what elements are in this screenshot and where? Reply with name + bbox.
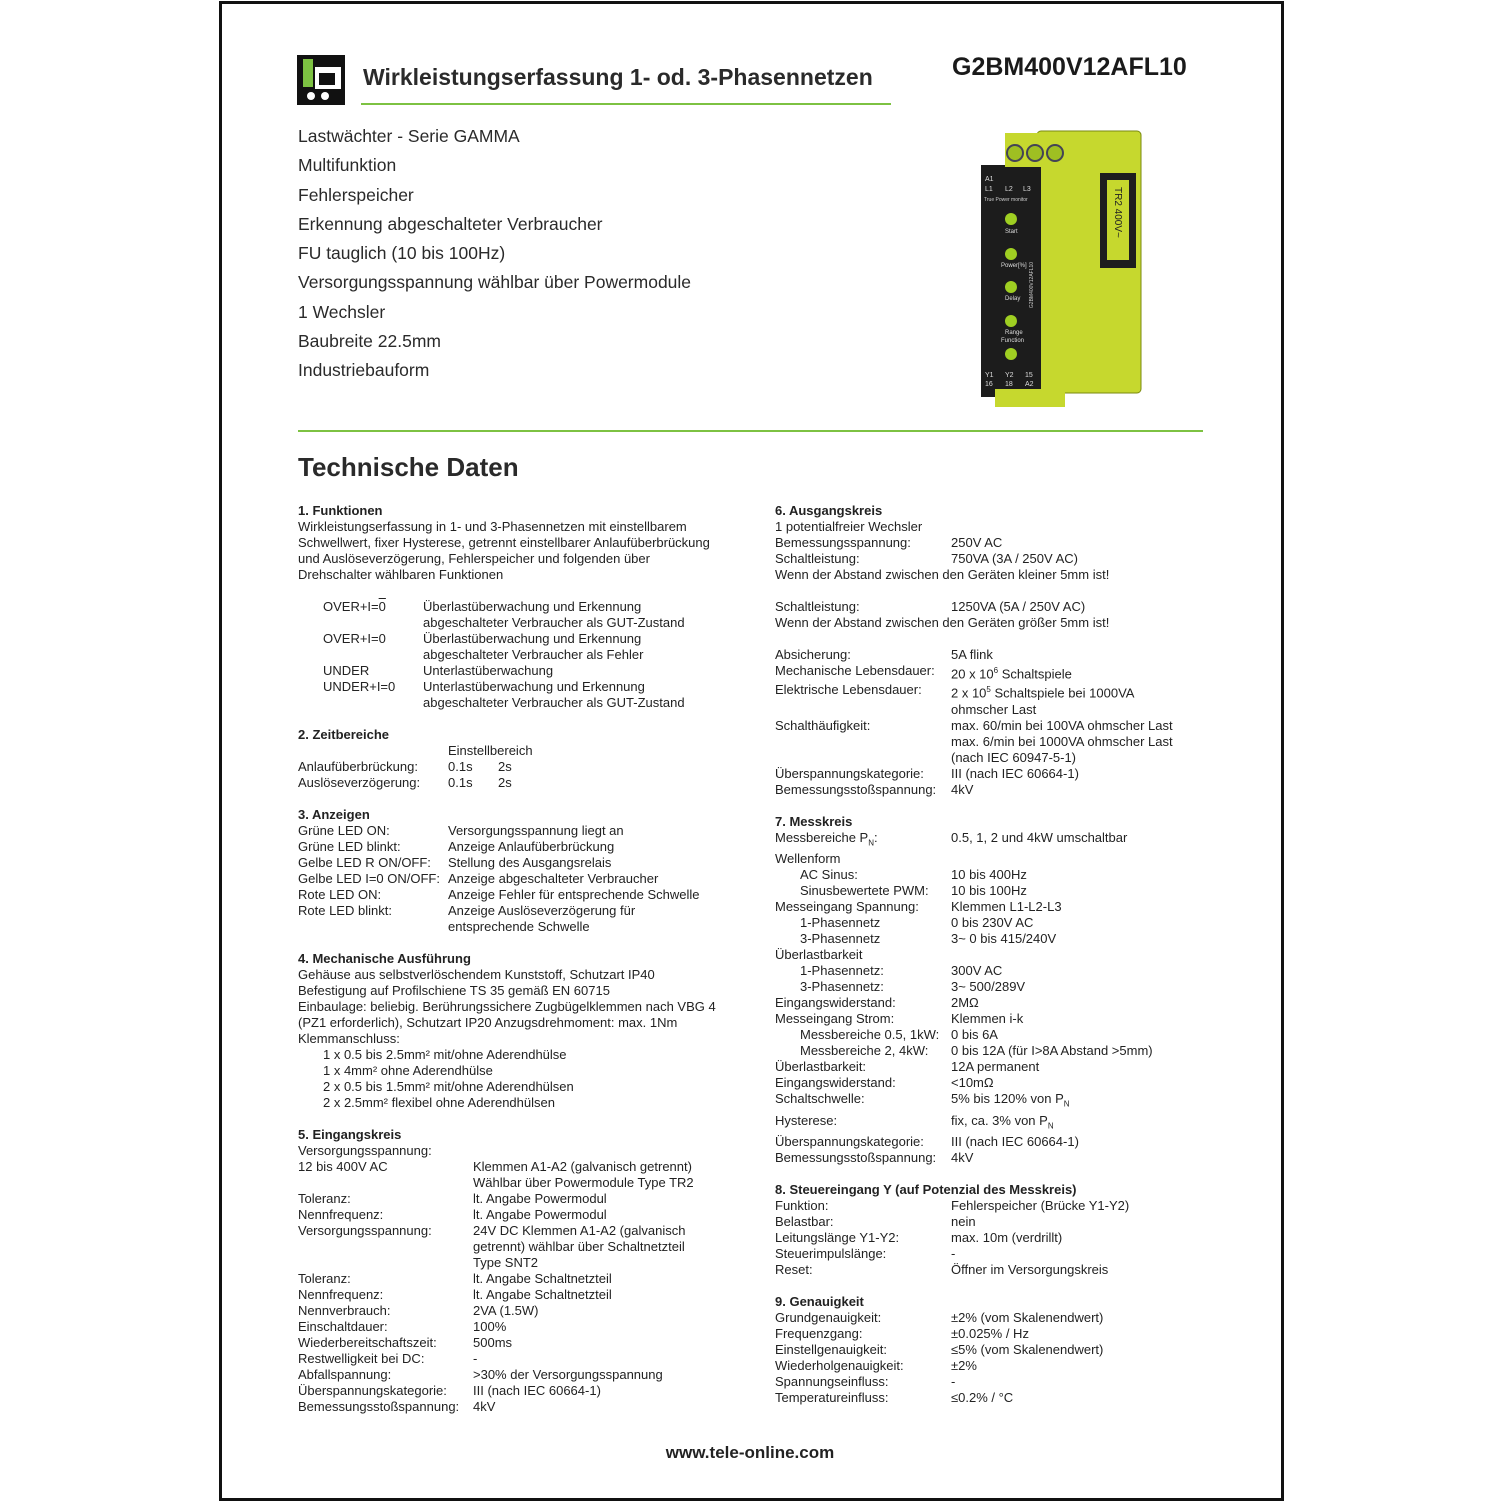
- measure-row: [775, 830, 1215, 852]
- measure-key: Überspannungskategorie:: [775, 1134, 924, 1150]
- input-key: Einschaltdauer:: [298, 1319, 388, 1334]
- section-accuracy: [775, 1294, 1215, 1406]
- indicator-value: Anzeige Fehler für entsprechende Schwelle: [448, 887, 700, 902]
- measure-row: [775, 1027, 1215, 1043]
- measure-row: [775, 979, 1215, 995]
- section-heading: 7. Messkreis: [775, 813, 853, 829]
- waveform-label: Wellenform: [775, 851, 841, 867]
- section-heading: 6. Ausgangskreis: [775, 503, 883, 518]
- device-side-label: G2BM400V12AFL10: [1029, 261, 1035, 309]
- indicator-value: Stellung des Ausgangsrelais: [448, 855, 612, 870]
- section-control-input: [775, 1182, 1215, 1278]
- output-value: 250V AC: [951, 535, 1003, 550]
- measure-value: 0 bis 6A: [951, 1027, 998, 1043]
- terminal-spec: 2 x 0.5 bis 1.5mm² mit/ohne Aderendhülsen: [323, 1079, 574, 1094]
- indicator-value: Versorgungsspannung liegt an: [448, 823, 624, 838]
- dial-label: Power[%]: [1001, 263, 1027, 269]
- measure-key: Hysterese:: [775, 1112, 838, 1128]
- function-desc: Überlastüberwachung und Erkennung abgeschalteter Verbraucher als GUT-Zustand: [423, 599, 685, 630]
- input-row: [298, 1399, 738, 1415]
- measure-value: 12A permanent: [951, 1059, 1040, 1075]
- feature-item: Lastwächter - Serie GAMMA: [298, 126, 520, 146]
- time-max: 2s: [498, 759, 512, 774]
- function-code: OVER+I=0: [323, 599, 386, 614]
- time-max: 2s: [498, 775, 512, 790]
- indicator-row: [298, 871, 738, 887]
- time-min: 0.1s: [448, 775, 473, 790]
- feature-item: Multifunktion: [298, 155, 397, 176]
- measure-value: Klemmen L1-L2-L3: [951, 899, 1062, 915]
- terminal-spec: 1 x 4mm² ohne Aderendhülse: [323, 1063, 493, 1078]
- accuracy-key: Wiederholgenauigkeit:: [775, 1358, 904, 1374]
- indicator-key: Rote LED ON:: [298, 887, 382, 902]
- indicator-key: Gelbe LED I=0 ON/OFF:: [298, 871, 440, 886]
- output-key: Mechanische Lebensdauer:: [775, 663, 935, 678]
- terminal-spec: 2 x 2.5mm² flexibel ohne Aderendhülsen: [323, 1095, 555, 1110]
- terminal-label: 15: [1025, 372, 1033, 379]
- output-intro: 1 potentialfreier Wechsler: [775, 519, 923, 534]
- terminal-label: Y1: [985, 372, 994, 379]
- measure-key: Überlastbarkeit:: [775, 1059, 867, 1075]
- measure-key: Eingangswiderstand:: [775, 995, 896, 1011]
- input-value: lt. Angabe Powermodul: [473, 1191, 607, 1206]
- measure-row: [775, 915, 1215, 931]
- control-row: [775, 1246, 1215, 1262]
- accuracy-value: ≤5% (vom Skalenendwert): [951, 1342, 1104, 1358]
- control-row: [775, 1262, 1215, 1278]
- measure-value: 0 bis 12A (für I>8A Abstand >5mm): [951, 1043, 1153, 1059]
- time-key: Auslöseverzögerung:: [298, 775, 421, 790]
- measure-value: 2MΩ: [951, 995, 979, 1011]
- input-row: [298, 1287, 738, 1303]
- feature-item: 1 Wechsler: [298, 301, 386, 322]
- device-caption: True Power monitor: [984, 197, 1028, 203]
- terminal-label: A2: [1025, 381, 1034, 388]
- mech-line: Befestigung auf Profilschiene TS 35 gemäß EN 60715: [298, 983, 610, 998]
- control-key: Reset:: [775, 1262, 813, 1278]
- input-value: 24V DC Klemmen A1-A2 (galvanisch getrennt) wählbar über Schaltnetzteil Type SNT2: [473, 1223, 686, 1270]
- value-text: fix, ca. 3% von P: [951, 1112, 1048, 1128]
- section-divider: [298, 430, 1203, 432]
- accuracy-key: Temperatureinfluss:: [775, 1390, 889, 1406]
- measure-row: [775, 1150, 1215, 1166]
- input-key: Restwelligkeit bei DC:: [298, 1351, 425, 1366]
- function-code: UNDER: [323, 663, 370, 678]
- control-key: Belastbar:: [775, 1214, 834, 1230]
- measure-key: 3-Phasennetz: [800, 931, 881, 947]
- measure-key: Messeingang Spannung:: [775, 899, 919, 915]
- time-min: 0.1s: [448, 759, 473, 774]
- measure-row: [775, 1091, 1215, 1113]
- mech-line: Einbaulage: beliebig. Berührungssichere Zugbügelklemmen nach VBG 4 (PZ1 erforderlich), Schutzart IP20 Anzugsdrehmoment: max. 1Nm: [298, 999, 716, 1030]
- feature-item: Erkennung abgeschalteter Verbraucher: [298, 213, 603, 234]
- control-value: Öffner im Versorgungskreis: [951, 1262, 1109, 1278]
- output-row: [775, 682, 1215, 717]
- measure-value: 10 bis 400Hz: [951, 867, 1027, 883]
- functions-text: Wirkleistungserfassung in 1- und 3-Phasennetzen mit einstellbarem Schwellwert, fixer Hysterese, getrennt einstellbarer Anlaufüberbrückung und Auslöseverzögerung, Fehlerspeicher und folgenden über Drehschalter wählbaren Funktionen: [298, 519, 710, 582]
- accuracy-key: Spannungseinfluss:: [775, 1374, 889, 1390]
- terminal-spec: 1 x 0.5 bis 2.5mm² mit/ohne Aderendhülse: [323, 1047, 567, 1062]
- section-input-circuit: [298, 1127, 738, 1415]
- accuracy-row: [775, 1326, 1215, 1342]
- indicator-value: Anzeige abgeschalteter Verbraucher: [448, 871, 659, 886]
- section-functions: [298, 503, 738, 711]
- indicator-key: Rote LED blinkt:: [298, 903, 392, 918]
- output-key: Absicherung:: [775, 647, 851, 662]
- input-key: 12 bis 400V AC: [298, 1159, 388, 1174]
- section-heading: 9. Genauigkeit: [775, 1294, 864, 1310]
- measure-value: 300V AC: [951, 963, 1003, 979]
- terminal-label: 16: [985, 381, 993, 388]
- superscript: 6: [993, 666, 999, 675]
- measure-key: Messeingang Strom:: [775, 1011, 895, 1027]
- input-row: [298, 1351, 738, 1367]
- output-row: [775, 782, 1215, 798]
- input-key: Nennverbrauch:: [298, 1303, 391, 1318]
- value-text: Schaltspiele: [998, 666, 1072, 682]
- input-value: lt. Angabe Powermodul: [473, 1207, 607, 1222]
- measure-row: [775, 1043, 1215, 1059]
- input-value: 500ms: [473, 1335, 513, 1350]
- product-image: [975, 125, 1145, 410]
- output-value: [951, 682, 1161, 717]
- measure-row: [775, 1134, 1215, 1150]
- accuracy-value: ±2%: [951, 1358, 977, 1374]
- value-text: 2 x 10: [951, 685, 987, 701]
- function-row: [298, 631, 738, 663]
- input-key: Überspannungskategorie:: [298, 1383, 447, 1398]
- measure-key: Schaltschwelle:: [775, 1091, 865, 1107]
- indicator-key: Grüne LED blinkt:: [298, 839, 401, 854]
- measure-row: [775, 899, 1215, 915]
- terminal-label: Y2: [1005, 372, 1014, 379]
- measure-row: [775, 867, 1215, 883]
- output-value: 1250VA (5A / 250V AC): [951, 599, 1086, 614]
- module-label: TR2 400V~: [1112, 187, 1123, 238]
- input-key: Toleranz:: [298, 1191, 351, 1206]
- output-note: Wenn der Abstand zwischen den Geräten größer 5mm ist!: [775, 615, 1110, 630]
- accuracy-row: [775, 1342, 1215, 1358]
- measure-key: 1-Phasennetz: [800, 915, 881, 931]
- terminal-label: L2: [1005, 186, 1013, 193]
- section-heading: 2. Zeitbereiche: [298, 727, 390, 742]
- input-value: >30% der Versorgungsspannung: [473, 1367, 663, 1382]
- value-text: 5% bis 120% von P: [951, 1091, 1064, 1107]
- title-underline: [361, 103, 891, 105]
- output-row: [775, 535, 1215, 551]
- measure-key: Bemessungsstoßspannung:: [775, 1150, 937, 1166]
- terminal-label: L3: [1023, 186, 1031, 193]
- left-column: [298, 503, 738, 1431]
- section-indicators: [298, 807, 738, 935]
- output-value: III (nach IEC 60664-1): [951, 765, 1079, 781]
- input-value: -: [473, 1351, 478, 1366]
- measure-value: [951, 1091, 1070, 1113]
- input-value: 4kV: [473, 1399, 496, 1414]
- output-value: 4kV: [951, 781, 974, 797]
- input-value: III (nach IEC 60664-1): [473, 1383, 601, 1398]
- measure-row: [775, 1075, 1215, 1091]
- output-row: [775, 647, 1215, 663]
- input-row: [298, 1335, 738, 1351]
- measure-value: 4kV: [951, 1150, 974, 1166]
- input-row: [298, 1223, 738, 1271]
- time-key: Anlaufüberbrückung:: [298, 759, 418, 774]
- output-value: 5A flink: [951, 647, 993, 662]
- function-row: [298, 599, 738, 631]
- measure-key: Messbereiche 2, 4kW:: [800, 1043, 929, 1059]
- output-key: Schaltleistung:: [775, 599, 860, 614]
- dial-label: Function: [1001, 338, 1025, 344]
- control-key: Funktion:: [775, 1198, 829, 1214]
- section-heading: 8. Steuereingang Y (auf Potenzial des Messkreis): [775, 1182, 1077, 1198]
- output-key: Bemessungsstoßspannung:: [775, 781, 937, 797]
- measure-value: 3~ 0 bis 415/240V: [951, 931, 1057, 947]
- section-mechanical: [298, 951, 738, 1111]
- output-row: [775, 663, 1215, 682]
- indicator-value: Anzeige Anlaufüberbrückung: [448, 839, 615, 854]
- input-key: Versorgungsspannung:: [298, 1223, 432, 1238]
- subscript: N: [868, 838, 874, 848]
- measure-value: III (nach IEC 60664-1): [951, 1134, 1079, 1150]
- accuracy-row: [775, 1310, 1215, 1326]
- indicator-row: [298, 839, 738, 855]
- accuracy-value: ±0.025% / Hz: [951, 1326, 1029, 1342]
- value-text: 20 x 10: [951, 666, 994, 682]
- terminal-label: A1: [985, 176, 994, 183]
- input-key: Wiederbereitschaftszeit:: [298, 1335, 437, 1350]
- terminal-label: 18: [1005, 381, 1013, 388]
- measure-value: 0.5, 1, 2 und 4kW umschaltbar: [951, 829, 1128, 845]
- indicator-row: [298, 887, 738, 903]
- spacer: [298, 743, 448, 759]
- output-key: Schalthäufigkeit:: [775, 717, 871, 733]
- output-note: Wenn der Abstand zwischen den Geräten kleiner 5mm ist!: [775, 567, 1110, 582]
- dial-label: Delay: [1005, 296, 1021, 302]
- accuracy-row: [775, 1374, 1215, 1390]
- accuracy-value: ≤0.2% / °C: [951, 1390, 1014, 1406]
- input-row: [298, 1303, 738, 1319]
- accuracy-key: Grundgenauigkeit:: [775, 1310, 882, 1326]
- control-row: [775, 1198, 1215, 1214]
- measure-key: [775, 830, 951, 852]
- control-key: Leitungslänge Y1-Y2:: [775, 1230, 900, 1246]
- measure-row: [775, 963, 1215, 979]
- accuracy-row: [775, 1390, 1215, 1406]
- output-row: [775, 551, 1215, 567]
- section-output-circuit: [775, 503, 1215, 798]
- input-value: 100%: [473, 1319, 507, 1334]
- accuracy-key: Frequenzgang:: [775, 1326, 863, 1342]
- footer-website-link[interactable]: www.tele-online.com: [665, 1443, 835, 1462]
- measure-key: 1-Phasennetz:: [800, 963, 884, 979]
- measure-value: 10 bis 100Hz: [951, 883, 1027, 899]
- time-header-row: [298, 743, 738, 759]
- model-number: G2BM400V12AFL10: [952, 53, 1187, 81]
- output-key: Elektrische Lebensdauer:: [775, 682, 922, 698]
- dial-label: Start: [1005, 229, 1018, 235]
- subscript: N: [1063, 1099, 1070, 1109]
- measure-row: [775, 1011, 1215, 1027]
- function-desc: Unterlastüberwachung: [423, 663, 554, 678]
- output-key: Schaltleistung:: [775, 551, 860, 566]
- superscript: 5: [986, 685, 991, 695]
- mech-line: Klemmanschluss:: [298, 1031, 400, 1046]
- accuracy-value: ±2% (vom Skalenendwert): [951, 1310, 1104, 1326]
- output-row: [775, 599, 1215, 615]
- input-key: Bemessungsstoßspannung:: [298, 1399, 460, 1414]
- indicator-key: Gelbe LED R ON/OFF:: [298, 855, 431, 870]
- indicator-row: [298, 855, 738, 871]
- terminal-label: L1: [985, 186, 993, 193]
- measure-key: 3-Phasennetz:: [800, 979, 884, 995]
- time-row: [298, 759, 738, 775]
- function-desc: Unterlastüberwachung und Erkennung abgeschalteter Verbraucher als GUT-Zustand: [423, 679, 685, 710]
- control-value: nein: [951, 1214, 976, 1230]
- measure-value: [951, 1113, 1054, 1135]
- measure-key: AC Sinus:: [800, 867, 858, 883]
- input-key: Toleranz:: [298, 1271, 351, 1286]
- function-code: OVER+I=0: [323, 631, 386, 646]
- input-value: Klemmen A1-A2 (galvanisch getrennt) Wählbar über Powermodule Type TR2: [473, 1159, 694, 1190]
- overload-label: Überlastbarkeit: [775, 947, 863, 963]
- input-row: [298, 1383, 738, 1399]
- control-row: [775, 1214, 1215, 1230]
- time-col-header: Einstellbereich: [448, 743, 533, 758]
- indicator-key: Grüne LED ON:: [298, 823, 390, 838]
- output-value: 750VA (3A / 250V AC): [951, 551, 1078, 566]
- function-row: [298, 679, 738, 711]
- right-column: [775, 503, 1215, 1422]
- time-row: [298, 775, 738, 791]
- subscript: N: [1047, 1121, 1054, 1131]
- measure-value: 3~ 500/289V: [951, 979, 1026, 995]
- output-key: Bemessungsspannung:: [775, 535, 911, 550]
- output-key: Überspannungskategorie:: [775, 765, 924, 781]
- value-text: Schaltspiele bei 1000VA ohmscher Last: [951, 685, 1134, 717]
- feature-list: [298, 125, 691, 389]
- output-row: [775, 718, 1215, 766]
- output-value: [951, 663, 1072, 682]
- input-row: [298, 1207, 738, 1223]
- output-value: max. 60/min bei 100VA ohmscher Last max. 6/min bei 1000VA ohmscher Last (nach IEC 60947-5-1): [951, 717, 1173, 765]
- supply-label: Versorgungsspannung:: [298, 1143, 432, 1158]
- input-row: [298, 1271, 738, 1287]
- measure-row: [775, 883, 1215, 899]
- section-measuring-circuit: [775, 814, 1215, 1167]
- measure-key: Messbereiche 0.5, 1kW:: [800, 1027, 940, 1043]
- control-row: [775, 1230, 1215, 1246]
- section-time-ranges: [298, 727, 738, 791]
- input-key: Nennfrequenz:: [298, 1287, 384, 1302]
- accuracy-key: Einstellgenauigkeit:: [775, 1342, 888, 1358]
- mech-line: Gehäuse aus selbstverlöschendem Kunststoff, Schutzart IP40: [298, 967, 655, 982]
- input-row: [298, 1191, 738, 1207]
- input-row: [298, 1159, 738, 1191]
- feature-item: Fehlerspeicher: [298, 184, 414, 205]
- key-text: Messbereiche P: [775, 829, 869, 845]
- input-key: Abfallspannung:: [298, 1367, 392, 1382]
- input-value: 2VA (1.5W): [473, 1303, 539, 1318]
- accuracy-value: -: [951, 1374, 956, 1390]
- measure-row: [775, 1113, 1215, 1135]
- feature-item: Baubreite 22.5mm: [298, 331, 441, 352]
- dial-label: Range: [1005, 330, 1023, 336]
- function-row: [298, 663, 738, 679]
- section-heading: 5. Eingangskreis: [298, 1127, 402, 1142]
- tele-logo: [297, 55, 345, 105]
- tech-data-heading: Technische Daten: [298, 452, 519, 482]
- indicator-row: [298, 823, 738, 839]
- control-value: max. 10m (verdrillt): [951, 1230, 1063, 1246]
- key-text: :: [874, 829, 878, 845]
- measure-row: [775, 931, 1215, 947]
- input-value: lt. Angabe Schaltnetzteil: [473, 1271, 612, 1286]
- accuracy-row: [775, 1358, 1215, 1374]
- control-key: Steuerimpulslänge:: [775, 1246, 887, 1262]
- output-row: [775, 766, 1215, 782]
- feature-item: Industriebauform: [298, 360, 430, 381]
- control-value: -: [951, 1246, 956, 1262]
- input-key: Nennfrequenz:: [298, 1207, 384, 1222]
- document-title: Wirkleistungserfassung 1- od. 3-Phasennetzen: [363, 64, 873, 90]
- input-row: [298, 1319, 738, 1335]
- indicator-row: [298, 903, 738, 935]
- measure-value: <10mΩ: [951, 1075, 994, 1091]
- feature-item: Versorgungsspannung wählbar über Powermodule: [298, 272, 692, 293]
- measure-row: [775, 995, 1215, 1011]
- feature-item: FU tauglich (10 bis 100Hz): [298, 243, 506, 264]
- measure-key: Sinusbewertete PWM:: [800, 883, 929, 899]
- measure-key: Eingangswiderstand:: [775, 1075, 896, 1091]
- section-heading: 4. Mechanische Ausführung: [298, 951, 471, 966]
- section-heading: 3. Anzeigen: [298, 807, 370, 822]
- measure-value: Klemmen i-k: [951, 1011, 1024, 1027]
- input-value: lt. Angabe Schaltnetzteil: [473, 1287, 612, 1302]
- measure-value: 0 bis 230V AC: [951, 915, 1034, 931]
- control-value: Fehlerspeicher (Brücke Y1-Y2): [951, 1198, 1130, 1214]
- indicator-value: Anzeige Auslöseverzögerung für entsprechende Schwelle: [448, 903, 636, 934]
- input-row: [298, 1367, 738, 1383]
- section-heading: 1. Funktionen: [298, 503, 383, 518]
- function-desc: Überlastüberwachung und Erkennung abgeschalteter Verbraucher als Fehler: [423, 631, 644, 662]
- function-code: UNDER+I=0: [323, 679, 396, 694]
- measure-row: [775, 1059, 1215, 1075]
